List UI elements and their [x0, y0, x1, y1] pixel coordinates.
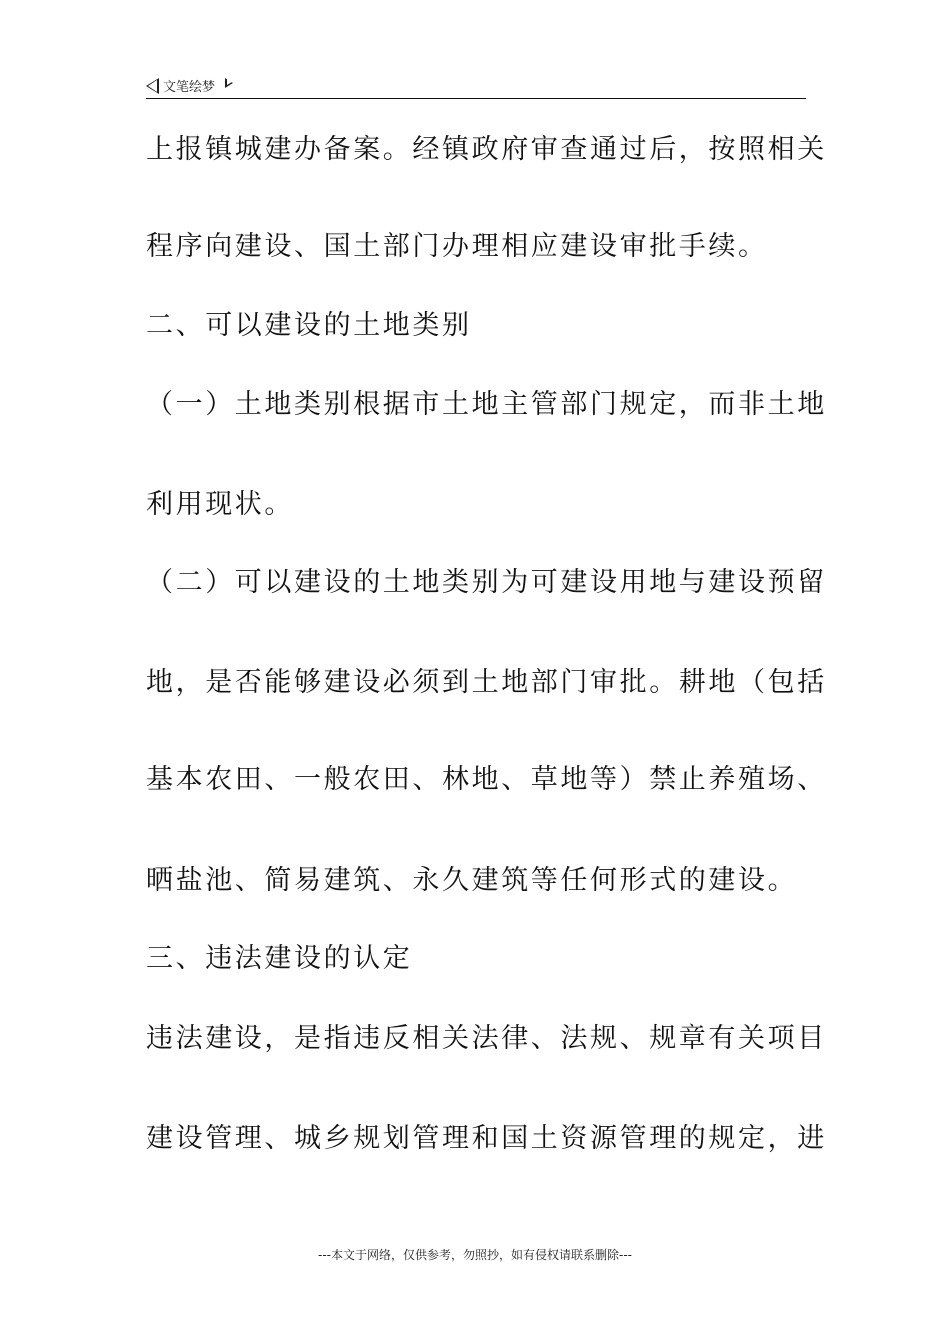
text-line: （二）可以建设的土地类别为可建设用地与建设预留 — [146, 567, 827, 598]
text-line: 地，是否能够建设必须到土地部门审批。耕地（包括 — [146, 667, 827, 698]
text-line: 利用现状。 — [146, 489, 294, 520]
text-line: 程序向建设、国土部门办理相应建设审批手续。 — [146, 231, 768, 262]
section-heading: 三、违法建设的认定 — [146, 943, 413, 974]
text-line: 违法建设，是指违反相关法律、法规、规章有关项目 — [146, 1023, 827, 1054]
text-line: 建设管理、城乡规划管理和国土资源管理的规定，进 — [146, 1123, 827, 1154]
page-header — [146, 74, 806, 99]
text-line: 晒盐池、简易建筑、永久建筑等任何形式的建设。 — [146, 865, 798, 896]
text-line: （一）土地类别根据市土地主管部门规定，而非土地 — [146, 389, 827, 420]
header-title: 文笔绘梦 — [163, 80, 216, 95]
triangle-left-icon — [146, 78, 159, 94]
triangle-right-icon — [225, 78, 233, 88]
text-line: 基本农田、一般农田、林地、草地等）禁止养殖场、 — [146, 764, 827, 795]
page-footer: ---本文于网络，仅供参考，勿照抄，如有侵权请联系删除--- — [318, 1248, 632, 1262]
header-bar — [146, 76, 233, 95]
text-line: 上报镇城建办备案。经镇政府审查通过后，按照相关 — [146, 134, 827, 165]
section-heading: 二、可以建设的土地类别 — [146, 310, 472, 341]
